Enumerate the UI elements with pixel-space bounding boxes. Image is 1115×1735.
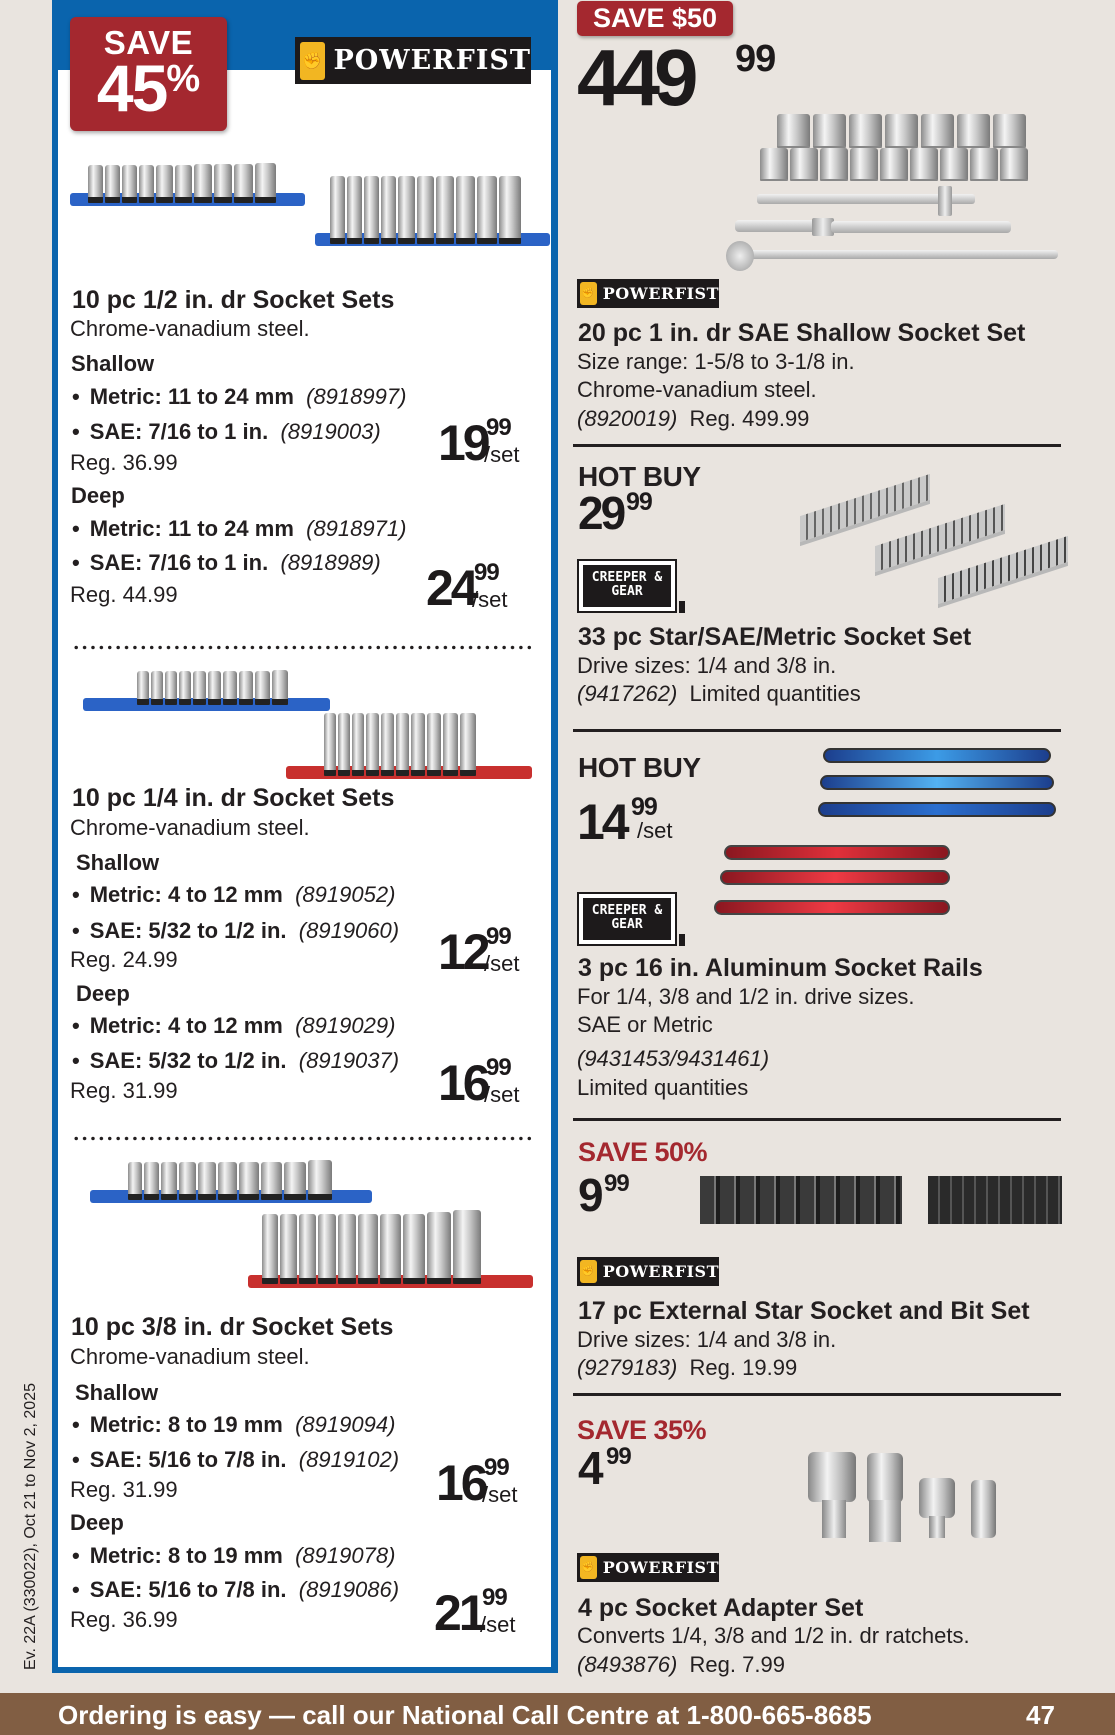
product-material: Chrome-vanadium steel.	[70, 1344, 310, 1369]
spec-item: • Metric: 11 to 24 mm (8918971)	[72, 516, 406, 542]
sale-price: 12 99 /set	[438, 923, 520, 980]
call-centre-message: Ordering is easy — call our National Call Centre at 1-800-665-8685	[58, 1700, 872, 1730]
sale-price: 16 99 /set	[436, 1454, 518, 1511]
product-material: Chrome-vanadium steel.	[70, 316, 310, 341]
regular-price: Reg. 31.99	[70, 1078, 178, 1103]
save-35-percent-label: SAVE 35%	[577, 1415, 707, 1445]
regular-price: Reg. 31.99	[70, 1477, 178, 1502]
sale-price: 24 99 /set	[426, 559, 508, 616]
creeper-gear-logo: CREEPER & GEAR	[579, 894, 675, 944]
save-50-percent-label: SAVE 50%	[578, 1137, 708, 1167]
regular-price: Reg. 24.99	[70, 947, 178, 972]
hot-buy-label: HOT BUY	[578, 752, 701, 783]
powerfist-logo: ✊ POWERFIST	[295, 37, 531, 84]
fist-icon: ✊	[580, 1260, 597, 1283]
sku-and-reg: (9279183) Reg. 19.99	[577, 1355, 798, 1380]
footer-bar	[0, 1693, 1115, 1735]
spec-item: • SAE: 5/16 to 7/8 in. (8919102)	[72, 1447, 399, 1473]
dotted-divider	[72, 645, 534, 650]
event-code-note: Ev. 22A (330022), Oct 21 to Nov 2, 2025	[22, 1383, 39, 1670]
section-divider	[573, 444, 1061, 447]
regular-price: Reg. 44.99	[70, 582, 178, 607]
product-material: Chrome-vanadium steel.	[70, 815, 310, 840]
sale-price: 9 99	[578, 1169, 629, 1221]
spec-item: • Metric: 8 to 19 mm (8919094)	[72, 1412, 395, 1438]
sale-price: 21 99 /set	[434, 1584, 516, 1641]
sale-price: 16 99 /set	[438, 1054, 520, 1111]
spec-item: • SAE: 5/32 to 1/2 in. (8919037)	[72, 1048, 399, 1074]
powerfist-logo: ✊ POWERFIST	[577, 1553, 719, 1582]
product-title: 20 pc 1 in. dr SAE Shallow Socket Set	[578, 319, 1026, 347]
sale-price: 19 99 /set	[438, 414, 520, 471]
product-title: 4 pc Socket Adapter Set	[578, 1594, 864, 1622]
spec-item: • SAE: 7/16 to 1 in. (8918989)	[72, 550, 381, 576]
fist-icon: ✊	[300, 42, 325, 80]
spec-item: • Metric: 4 to 12 mm (8919052)	[72, 882, 395, 908]
hot-buy-label: HOT BUY	[578, 461, 701, 492]
product-detail: Size range: 1-5/8 to 3-1/8 in.	[577, 349, 855, 374]
product-title: 10 pc 1/4 in. dr Socket Sets	[72, 784, 395, 812]
product-detail: For 1/4, 3/8 and 1/2 in. drive sizes.	[577, 984, 915, 1009]
regular-price: Reg. 36.99	[70, 1607, 178, 1632]
group-label-deep: Deep	[76, 981, 130, 1006]
fist-icon: ✊	[580, 282, 597, 305]
product-title: 10 pc 3/8 in. dr Socket Sets	[71, 1313, 394, 1341]
creeper-gear-logo: CREEPER & GEAR	[579, 561, 675, 611]
group-label-deep: Deep	[70, 1510, 124, 1535]
spec-item: • SAE: 5/32 to 1/2 in. (8919060)	[72, 918, 399, 944]
sku: (9431453/9431461)	[577, 1046, 770, 1071]
product-detail: Drive sizes: 1/4 and 3/8 in.	[577, 653, 837, 678]
product-detail: Converts 1/4, 3/8 and 1/2 in. dr ratchets.	[577, 1623, 970, 1648]
sku-and-reg: (8493876) Reg. 7.99	[577, 1652, 785, 1677]
sale-price: 29 99	[578, 487, 652, 539]
product-detail: Drive sizes: 1/4 and 3/8 in.	[577, 1327, 837, 1352]
powerfist-logo: ✊ POWERFIST	[577, 279, 719, 308]
group-label-deep: Deep	[71, 483, 125, 508]
product-title: 10 pc 1/2 in. dr Socket Sets	[72, 286, 395, 314]
product-title: 3 pc 16 in. Aluminum Socket Rails	[578, 954, 983, 982]
group-label-shallow: Shallow	[75, 1380, 159, 1405]
spec-item: • Metric: 4 to 12 mm (8919029)	[72, 1013, 395, 1039]
section-divider	[573, 1118, 1061, 1121]
spec-item: • Metric: 8 to 19 mm (8919078)	[72, 1543, 395, 1569]
sku-and-reg: (8920019) Reg. 499.99	[577, 406, 810, 431]
availability-note: Limited quantities	[577, 1075, 749, 1100]
page-number: 47	[1026, 1700, 1055, 1730]
group-label-shallow: Shallow	[76, 850, 160, 875]
regular-price: Reg. 36.99	[70, 450, 178, 475]
spec-item: • SAE: 7/16 to 1 in. (8919003)	[72, 419, 381, 445]
sale-price: 4 99	[578, 1442, 631, 1494]
group-label-shallow: Shallow	[71, 351, 155, 376]
product-title: 33 pc Star/SAE/Metric Socket Set	[578, 623, 972, 651]
fist-icon: ✊	[580, 1556, 597, 1579]
spec-item: • SAE: 5/16 to 7/8 in. (8919086)	[72, 1577, 399, 1603]
section-divider	[573, 729, 1061, 732]
save-50-dollar-badge: SAVE $50	[577, 1, 733, 36]
product-detail: SAE or Metric	[577, 1012, 713, 1037]
sale-price: 14 99 /set	[577, 793, 673, 850]
product-detail: Chrome-vanadium steel.	[577, 377, 817, 402]
spec-item: • Metric: 11 to 24 mm (8918997)	[72, 384, 406, 410]
product-title: 17 pc External Star Socket and Bit Set	[578, 1297, 1030, 1325]
save-45-badge: SAVE 45%	[70, 17, 227, 131]
sale-price: 449 99	[577, 33, 776, 122]
section-divider	[573, 1393, 1061, 1396]
dotted-divider	[72, 1136, 534, 1141]
powerfist-logo: ✊ POWERFIST	[577, 1257, 719, 1286]
sku-and-note: (9417262) Limited quantities	[577, 681, 861, 706]
